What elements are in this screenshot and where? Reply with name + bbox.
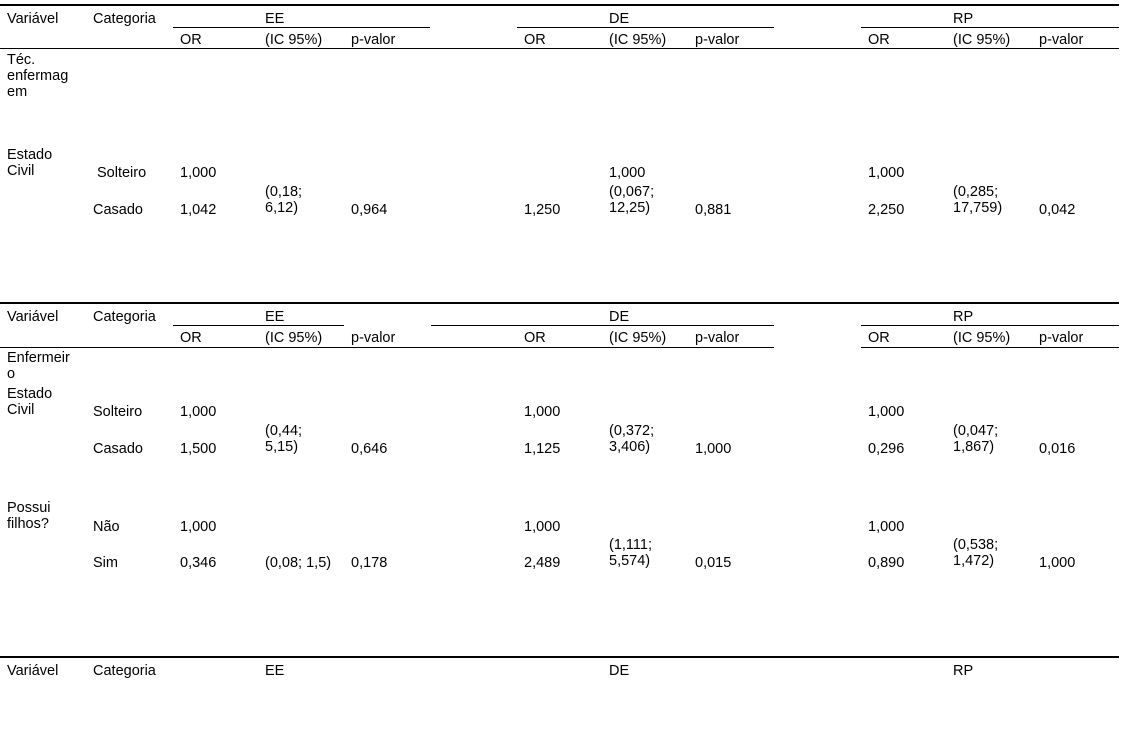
header-variavel: Variável — [7, 309, 59, 325]
rp-or-value: 1,000 — [868, 404, 905, 420]
table-1-top-rule — [0, 4, 1119, 6]
header-ee: EE — [265, 11, 285, 27]
variable-possui-filhos: Possui filhos? — [7, 500, 51, 532]
rp-ic-value: (0,538; 1,472) — [953, 537, 999, 569]
header-rp: RP — [953, 11, 974, 27]
row-category: Não — [93, 519, 120, 535]
de-span-rule — [517, 27, 774, 28]
table-2-top-rule — [0, 302, 1119, 304]
header-de-or: OR — [524, 330, 546, 346]
header-variavel: Variável — [7, 11, 59, 27]
ee-p-value: 0,964 — [351, 202, 388, 218]
rp-or-value: 1,000 — [868, 519, 905, 535]
header-ee-or: OR — [180, 330, 202, 346]
row-category: Casado — [93, 202, 143, 218]
header-rp-p: p-valor — [1039, 32, 1084, 48]
header-ee: EE — [265, 309, 285, 325]
row-category: Sim — [93, 555, 118, 571]
header-rp: RP — [953, 663, 974, 679]
ee-or-value: 1,000 — [180, 404, 217, 420]
de-or-value: 1,250 — [524, 202, 561, 218]
header-de-ic: (IC 95%) — [609, 330, 667, 346]
de-p-value: 0,015 — [695, 555, 732, 571]
header-bottom-rule-right — [861, 347, 1119, 348]
row-category: Casado — [93, 441, 143, 457]
ee-p-value: 0,646 — [351, 441, 388, 457]
header-ee: EE — [265, 663, 285, 679]
header-de: DE — [609, 663, 630, 679]
rp-or-value: 1,000 — [868, 165, 905, 181]
header-rp: RP — [953, 309, 974, 325]
de-ic-value: (0,372; 3,406) — [609, 423, 655, 455]
header-de-ic: (IC 95%) — [609, 32, 667, 48]
rp-p-value: 0,042 — [1039, 202, 1076, 218]
ee-or-value: 1,500 — [180, 441, 217, 457]
group-label-enfermeiro: Enfermeir o — [7, 350, 70, 382]
header-de-or: OR — [524, 32, 546, 48]
de-or-value: 2,489 — [524, 555, 561, 571]
header-rp-ic: (IC 95%) — [953, 330, 1011, 346]
group-label-tecnico: Téc. enfermag em — [7, 52, 69, 100]
header-de-p: p-valor — [695, 32, 740, 48]
de-or-value: 1,000 — [524, 404, 561, 420]
ee-or-value: 1,042 — [180, 202, 217, 218]
header-rp-or: OR — [868, 32, 890, 48]
header-ee-or: OR — [180, 32, 202, 48]
header-ee-ic: (IC 95%) — [265, 32, 323, 48]
rp-p-value: 0,016 — [1039, 441, 1076, 457]
header-rp-ic: (IC 95%) — [953, 32, 1011, 48]
header-de: DE — [609, 309, 630, 325]
header-variavel: Variável — [7, 663, 59, 679]
ee-ic-value: (0,08; 1,5) — [265, 555, 332, 571]
row-category: Solteiro — [97, 165, 147, 181]
row-category: Solteiro — [93, 404, 143, 420]
header-de-p: p-valor — [695, 330, 740, 346]
ee-span-rule — [173, 27, 430, 28]
rp-span-rule — [861, 325, 1119, 326]
rp-or-value: 2,250 — [868, 202, 905, 218]
rp-p-value: 1,000 — [1039, 555, 1076, 571]
ee-or-value: 1,000 — [180, 165, 217, 181]
header-ee-p: p-valor — [351, 32, 396, 48]
header-de: DE — [609, 11, 630, 27]
de-ic-value: 1,000 — [609, 165, 646, 181]
header-categoria: Categoria — [93, 11, 156, 27]
variable-estado-civil: Estado Civil — [7, 147, 53, 179]
de-p-value: 1,000 — [695, 441, 732, 457]
rp-ic-value: (0,285; 17,759) — [953, 184, 1003, 216]
header-rp-or: OR — [868, 330, 890, 346]
header-categoria: Categoria — [93, 663, 156, 679]
ee-or-value: 1,000 — [180, 519, 217, 535]
de-or-value: 1,125 — [524, 441, 561, 457]
ee-or-value: 0,346 — [180, 555, 217, 571]
header-ee-p: p-valor — [351, 330, 396, 346]
de-or-value: 1,000 — [524, 519, 561, 535]
rp-or-value: 0,296 — [868, 441, 905, 457]
header-bottom-rule-left — [0, 347, 774, 348]
rp-ic-value: (0,047; 1,867) — [953, 423, 999, 455]
header-ee-ic: (IC 95%) — [265, 330, 323, 346]
header-rp-p: p-valor — [1039, 330, 1084, 346]
ee-ic-value: (0,18; 6,12) — [265, 184, 303, 216]
rp-or-value: 0,890 — [868, 555, 905, 571]
variable-estado-civil: Estado Civil — [7, 386, 53, 418]
header-categoria: Categoria — [93, 309, 156, 325]
header-bottom-rule — [0, 48, 1119, 49]
rp-span-rule — [861, 27, 1119, 28]
ee-ic-value: (0,44; 5,15) — [265, 423, 303, 455]
table-3-top-rule — [0, 656, 1119, 658]
de-ic-value: (0,067; 12,25) — [609, 184, 655, 216]
de-p-value: 0,881 — [695, 202, 732, 218]
de-span-rule — [431, 325, 774, 326]
de-ic-value: (1,111; 5,574) — [609, 537, 652, 569]
ee-p-value: 0,178 — [351, 555, 388, 571]
ee-span-rule — [173, 325, 344, 326]
